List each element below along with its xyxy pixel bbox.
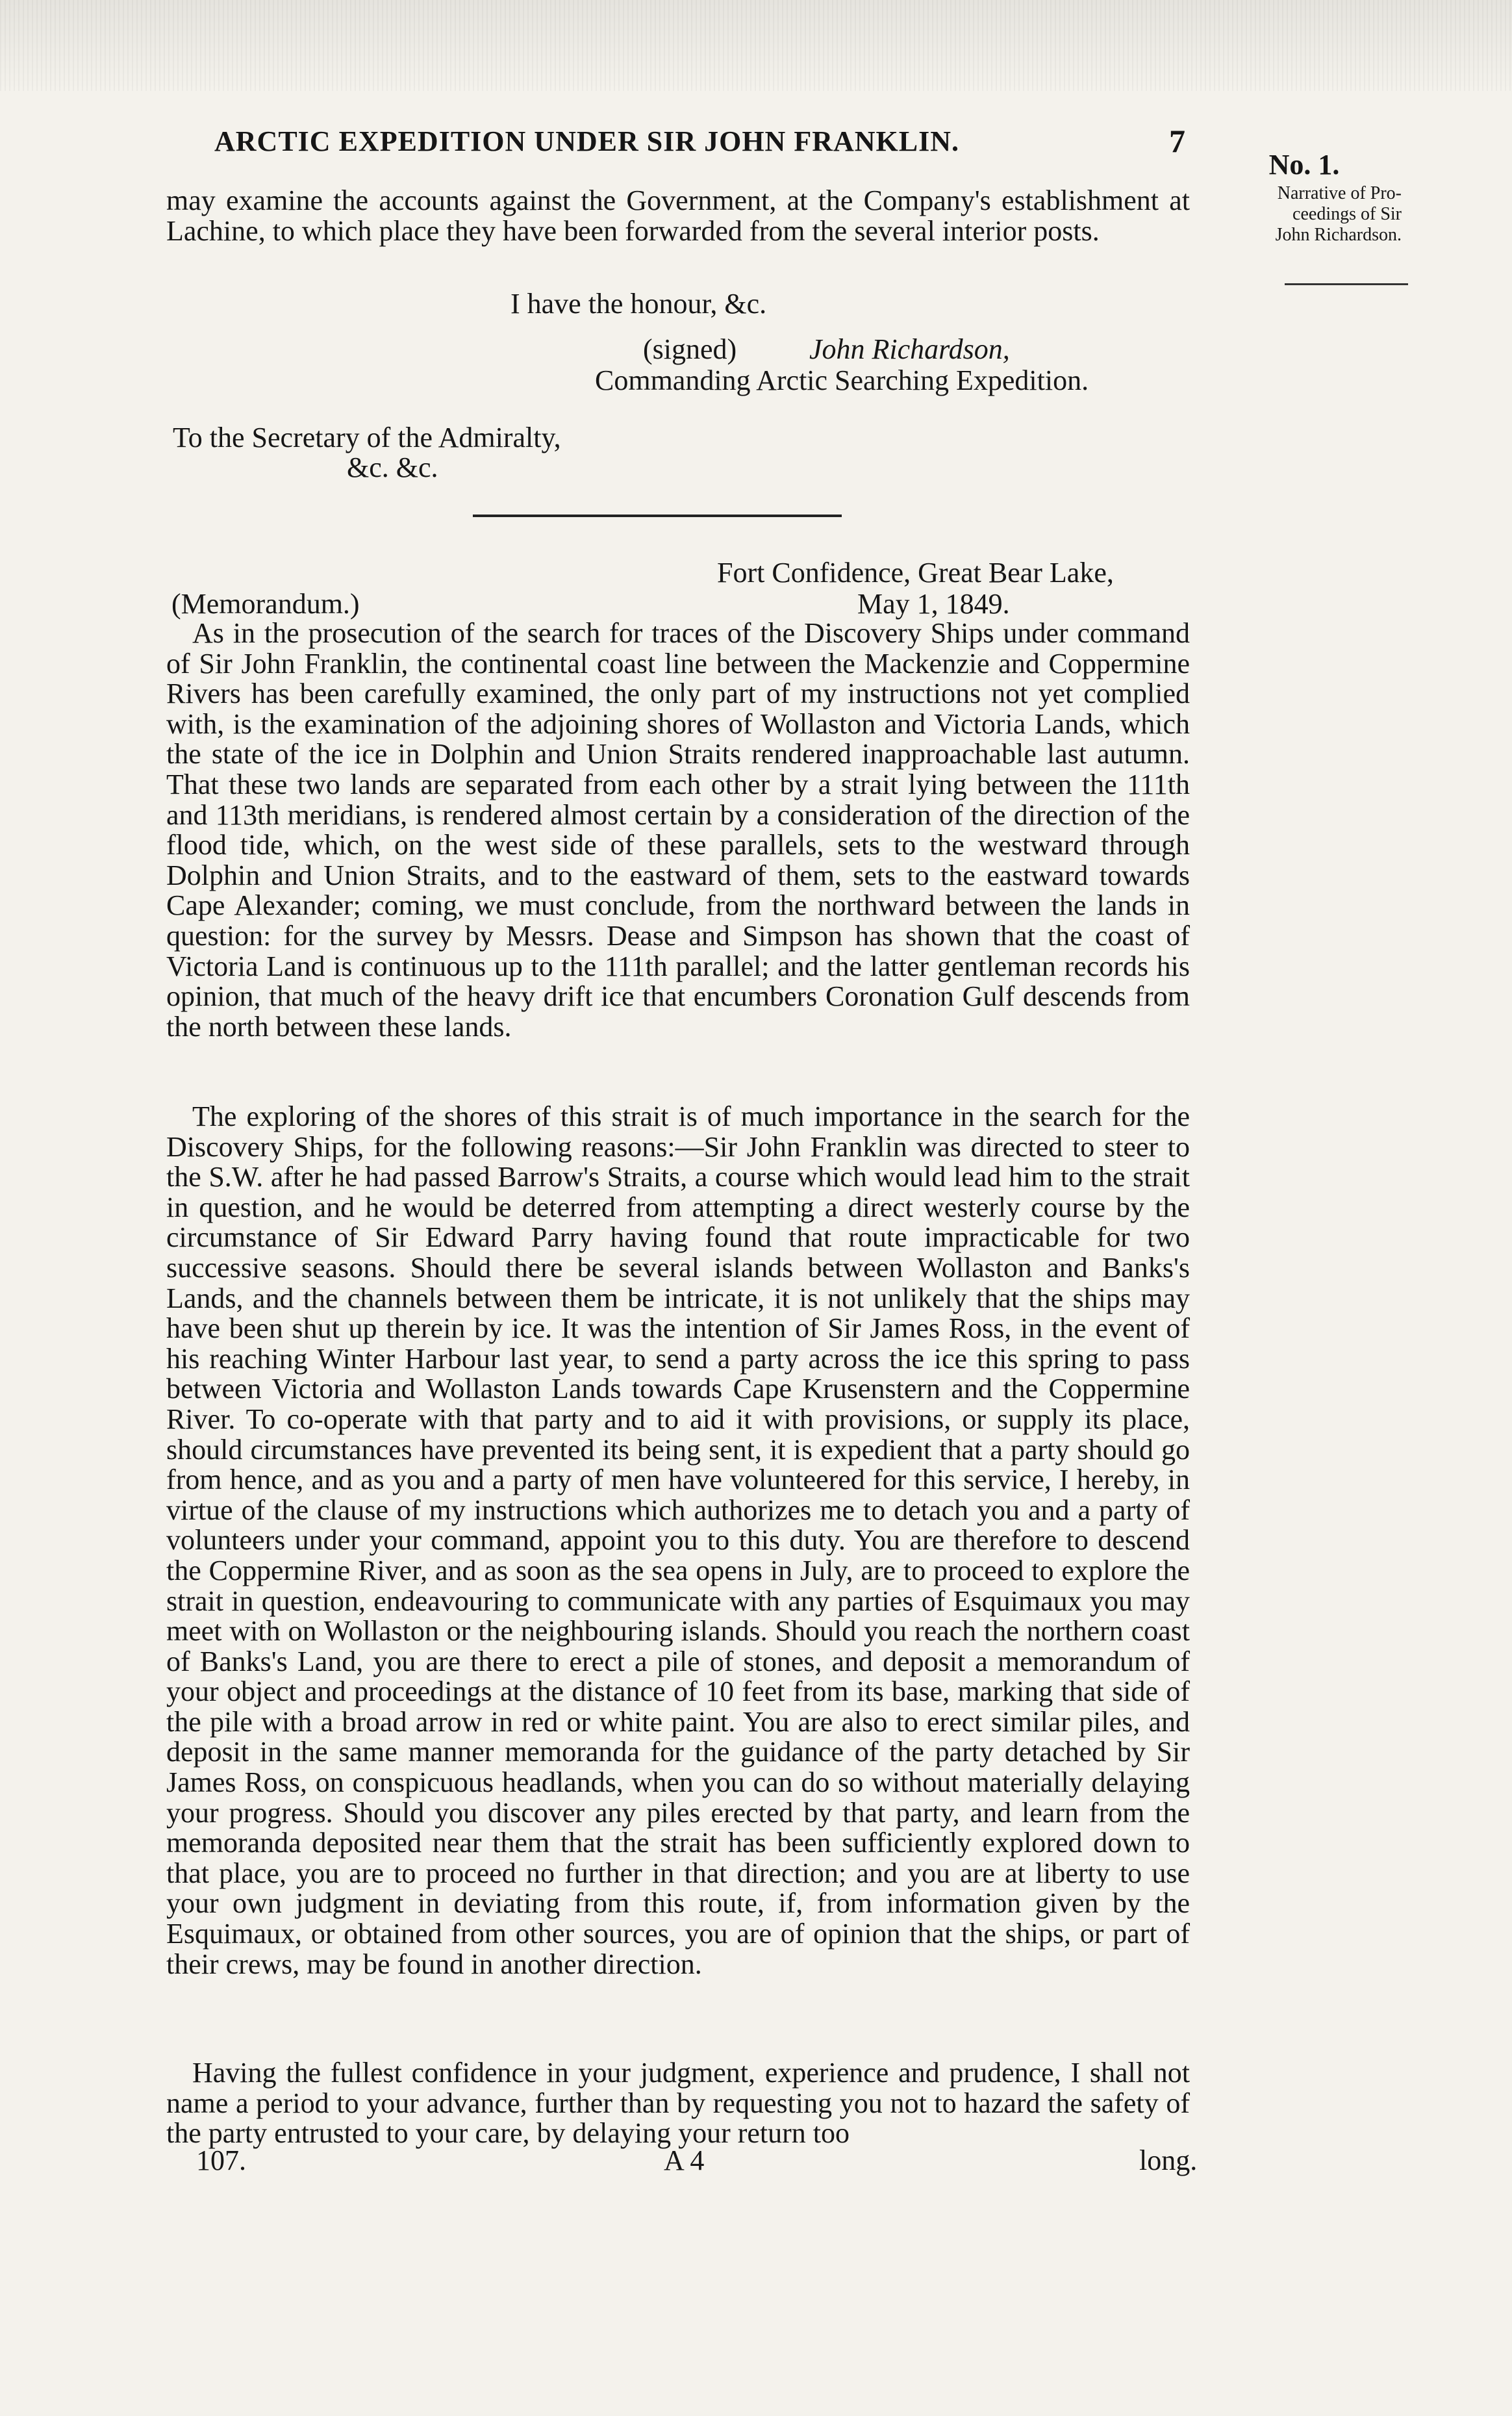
addressee-line: To the Secretary of the Admiralty,: [173, 422, 561, 453]
margin-note-line: ceedings of Sir: [1292, 204, 1402, 224]
margin-rule: [1285, 283, 1408, 285]
signature-title: Commanding Arctic Searching Expedition.: [595, 364, 1089, 396]
margin-note-line: Narrative of Pro-: [1277, 183, 1402, 203]
memo-paragraph: The exploring of the shores of this strait is of much importance in the search for the Discovery Ships, for the following reasons:—Sir John Franklin was directed to steer to the S.W. after he had passed Barrow's Straits, a course which would lead him to the strait in question, and he would be deterred from attempting a direct westerly course by the circumstance of Sir Edward Parry having found that route impracticable for two successive seasons. Should there be several islands between Wollaston and Banks's Lands, and the channels between them be intricate, it is not unlikely that the ships may have been shut up therein by ice. It was the intention of Sir James Ross, in the event of his reaching Winter Harbour last year, to send a party across the ice this spring to pass between Victoria and Wollaston Lands towards Cape Krusenstern and the Coppermine River. To co-operate with that party and to aid it with provisions, or supply its place, should circumstances have prevented its being sent, it is expedient that a party should go from hence, and as you and a party of men have volunteered for this service, I hereby, in virtue of the clause of my instructions which authorizes me to detach you and a party of volunteers under your command, appoint you to this duty. You are therefore to descend the Coppermine River, and as soon as the sea opens in July, are to proceed to explore the strait in question, endeavouring to communicate with any parties of Esquimaux you may meet with on Wollaston or the neighbouring islands. Should you reach the northern coast of Banks's Land, you are there to erect a pile of stones, and deposit a memorandum of your object and proceedings at the distance of 10 feet from its base, marking that side of the pile with a broad arrow in red or white paint. You are also to erect similar piles, and deposit in the same manner memoranda for the guidance of the party detached by Sir James Ross, on conspicuous headlands, when you can do so without materially delaying your progress. Should you discover any piles erected by that party, and learn from the memoranda deposited near them that the strait has been sufficiently explored down to that place, you are to proceed no further in that direction; and you are at liberty to use your own judgment in deviating from this route, if, from information given by the Esquimaux, or obtained from other sources, you are of opinion that the ships, or part of their crews, may be found in another direction.: [166, 1100, 1190, 1980]
addressee-line: &c. &c.: [347, 451, 438, 483]
margin-note: [1207, 148, 1402, 246]
scan-noise: [0, 0, 1512, 91]
memo-paragraph: Having the fullest confidence in your judgment, experience and prudence, I shall not name a period to your advance, further than by requesting you not to hazard the safety of the party entrusted to your care, by delaying your return too: [166, 2057, 1190, 2150]
running-header: ARCTIC EXPEDITION UNDER SIR JOHN FRANKLIN.: [214, 125, 960, 157]
footer-catchword: long.: [1139, 2144, 1198, 2176]
memo-label: (Memorandum.): [171, 588, 360, 620]
memo-date: May 1, 1849.: [857, 588, 1010, 620]
signed-label: (signed): [643, 333, 737, 365]
valediction: I have the honour, &c.: [510, 288, 767, 320]
section-divider: [473, 515, 842, 517]
margin-note-line: John Richardson.: [1275, 225, 1402, 245]
page-number: 7: [1169, 123, 1185, 159]
margin-note-number: No. 1.: [1268, 149, 1340, 181]
memo-place: Fort Confidence, Great Bear Lake,: [717, 557, 1114, 589]
signature: John Richardson,: [809, 333, 1010, 365]
memo-paragraph: As in the prosecution of the search for traces of the Discovery Ships under command of Sir John Franklin, the continental coast line between the Mackenzie and Coppermine Rivers has been carefully examined, the only part of my instructions not yet complied with, is the examination of the adjoining shores of Wollaston and Victoria Lands, which the state of the ice in Dolphin and Union Straits rendered inapproachable last autumn. That these two lands are separated from each other by a strait lying between the 111th and 113th meridians, is rendered almost certain by a consideration of the direction of the flood tide, which, on the west side of these parallels, sets to the westward through Dolphin and Union Straits, and to the eastward of them, sets to the eastward towards Cape Alexander; coming, we must conclude, from the northward between the lands in question: for the survey by Messrs. Dease and Simpson has shown that the coast of Victoria Land is continuous up to the 111th parallel; and the latter gentleman records his opinion, that much of the heavy drift ice that encumbers Coronation Gulf descends from the north between these lands.: [166, 617, 1190, 1043]
footer-signature-mark: A 4: [664, 2144, 705, 2176]
footer-signature-number: 107.: [196, 2144, 246, 2176]
letter-closing-paragraph: may examine the accounts against the Government, at the Company's establishment at Lachine, to which place they have been forwarded from the several interior posts.: [166, 184, 1190, 247]
